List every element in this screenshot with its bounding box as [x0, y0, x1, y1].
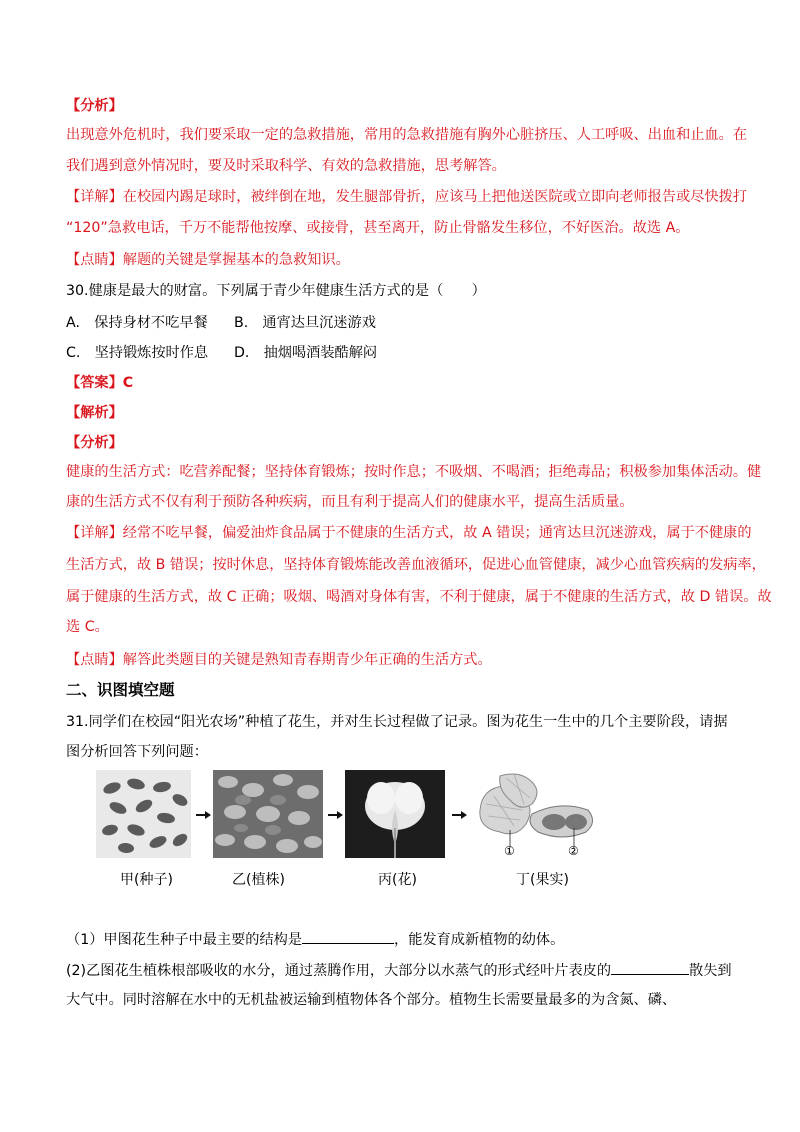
analysis-heading: 【分析】 — [66, 435, 123, 451]
subquestion-2-cont: 大气中。同时溶解在水中的无机盐被运输到植物体各个部分。植物生长需要量最多的为含氮、磷、 — [66, 992, 677, 1008]
label-marker-1: ① — [504, 844, 515, 858]
fruit-image — [470, 770, 610, 860]
detail-text-line: 选 C。 — [66, 619, 109, 635]
arrow-icon — [328, 814, 338, 816]
question-30: 30.健康是最大的财富。下列属于青少年健康生活方式的是（ ） — [66, 283, 486, 299]
tip-text-line: 【点睛】解答此类题目的关键是熟知青春期青少年正确的生活方式。 — [66, 652, 492, 668]
answer-blank[interactable] — [611, 959, 689, 975]
label-marker-2: ② — [568, 844, 579, 858]
question-31-line: 图分析回答下列问题： — [66, 744, 208, 760]
analysis-text-line: 我们遇到意外情况时，要及时采取科学、有效的急救措施，思考解答。 — [66, 158, 506, 174]
analysis-text-line: 康的生活方式不仅有利于预防各种疾病，而且有利于提高人们的健康水平，提高生活质量。 — [66, 494, 634, 510]
option-a: A. 保持身材不吃早餐 — [66, 315, 208, 331]
subquestion-2-text: 散失到 — [689, 963, 732, 979]
caption-flower: 丙(花) — [378, 872, 417, 888]
caption-fruit: 丁(果实) — [516, 872, 569, 888]
analysis-text-line: 健康的生活方式：吃营养配餐；坚持体育锻炼；按时作息；不吸烟、不喝酒；拒绝毒品；积极参加集体活动。健 — [66, 464, 762, 480]
question-30-options-row1 — [66, 313, 376, 333]
question-30-options-row2 — [66, 343, 377, 363]
question-31-line: 31.同学们在校园“阳光农场”种植了花生，并对生长过程做了记录。图为花生一生中的几个主要阶段，请据 — [66, 714, 728, 730]
subquestion-2 — [66, 959, 732, 981]
caption-seed: 甲(种子) — [120, 872, 173, 888]
detail-text-line: 【详解】经常不吃早餐，偏爱油炸食品属于不健康的生活方式，故 A 错误；通宵达旦沉迷游戏，属于不健康的 — [66, 525, 752, 541]
subquestion-1-text: （1）甲图花生种子中最主要的结构是 — [66, 932, 303, 948]
arrow-icon — [452, 814, 462, 816]
detail-text-line: 【详解】在校园内踢足球时，被绊倒在地，发生腿部骨折，应该马上把他送医院或立即向老师报告或尽快拨打 — [66, 189, 748, 205]
arrow-icon — [196, 814, 206, 816]
subquestion-1 — [66, 928, 564, 950]
tip-text-line: 【点睛】解题的关键是掌握基本的急救知识。 — [66, 252, 350, 268]
detail-text-line: “120”急救电话，千万不能帮他按摩、或接骨，甚至离开，防止骨骼发生移位，不好医治。故选 A。 — [66, 220, 690, 236]
option-d: D. 抽烟喝酒装酷解闷 — [234, 345, 378, 361]
peanut-lifecycle-figure — [96, 770, 616, 900]
seeds-image — [96, 770, 191, 858]
subquestion-2-text: (2)乙图花生植株根部吸收的水分，通过蒸腾作用，大部分以水蒸气的形式经叶片表皮的 — [66, 963, 612, 979]
explanation-heading: 【解析】 — [66, 405, 123, 421]
detail-text-line: 生活方式，故 B 错误；按时休息，坚持体育锻炼能改善血液循环，促进心血管健康，减少心血管疾病的发病率， — [66, 557, 766, 573]
section-heading: 二、识图填空题 — [66, 681, 175, 699]
flower-image — [345, 770, 445, 858]
option-b: B. 通宵达旦沉迷游戏 — [234, 315, 376, 331]
answer-line: 【答案】C — [66, 375, 134, 391]
option-c: C. 坚持锻炼按时作息 — [66, 345, 209, 361]
caption-plant: 乙(植株) — [232, 872, 285, 888]
plant-image — [213, 770, 323, 858]
analysis-heading: 【分析】 — [66, 98, 123, 114]
answer-blank[interactable] — [302, 928, 394, 944]
subquestion-1-text: ，能发育成新植物的幼体。 — [394, 932, 565, 948]
detail-text-line: 属于健康的生活方式，故 C 正确；吸烟、喝酒对身体有害，不利于健康，属于不健康的生活方式，故 D 错误。故 — [66, 589, 772, 605]
analysis-text-line: 出现意外危机时，我们要采取一定的急救措施，常用的急救措施有胸外心脏挤压、人工呼吸、出血和止血。在 — [66, 127, 748, 143]
